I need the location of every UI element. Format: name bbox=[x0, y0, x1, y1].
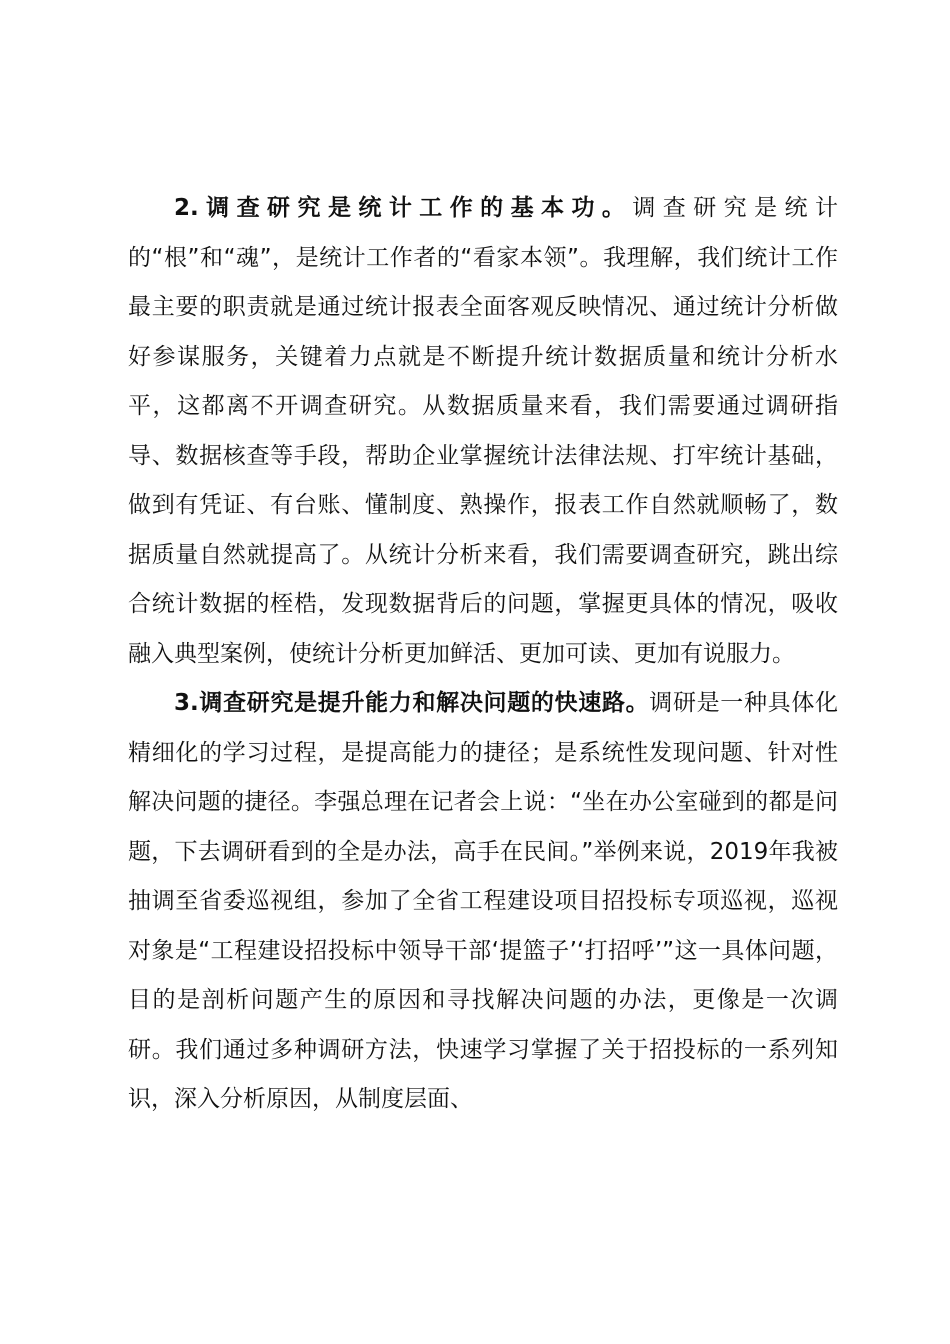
paragraph-3 bbox=[128, 679, 838, 1125]
paragraph-text: 调研是一种具体化精细化的学习过程，是提高能力的捷径；是系统性发现问题、针对性解决问题的捷径。李强总理在记者会上说：“坐在办公室碰到的都是问题，下去调研看到的全是办法，高手在民间。”举例来说，2019年我被抽调至省委巡视组，参加了全省工程建设项目招投标专项巡视，巡视对象是“工程建设招投标中领导干部‘提篮子’‘打招呼’”这一具体问题，目的是剖析问题产生的原因和寻找解决问题的办法，更像是一次调研。我们通过多种调研方法，快速学习掌握了关于招投标的一系列知识，深入分析原因，从制度层面、 bbox=[128, 690, 838, 1112]
document-body bbox=[128, 184, 838, 1125]
paragraph-text: 调查研究是统计的“根”和“魂”，是统计工作者的“看家本领”。我理解，我们统计工作最主要的职责就是通过统计报表全面客观反映情况、通过统计分析做好参谋服务，关键着力点就是不断提升统计数据质量和统计分析水平，这都离不开调查研究。从数据质量来看，我们需要通过调研指导、数据核查等手段，帮助企业掌握统计法律法规、打牢统计基础，做到有凭证、有台账、懂制度、熟操作，报表工作自然就顺畅了，数据质量自然就提高了。从统计分析来看，我们需要调查研究，跳出综合统计数据的桎梏，发现数据背后的问题，掌握更具体的情况，吸收融入典型案例，使统计分析更加鲜活、更加可读、更加有说服力。 bbox=[128, 195, 839, 667]
paragraph-heading: 3.调查研究是提升能力和解决问题的快速路。 bbox=[174, 690, 650, 716]
paragraph-2 bbox=[128, 184, 838, 679]
paragraph-heading: 2.调查研究是统计工作的基本功。 bbox=[174, 195, 633, 221]
